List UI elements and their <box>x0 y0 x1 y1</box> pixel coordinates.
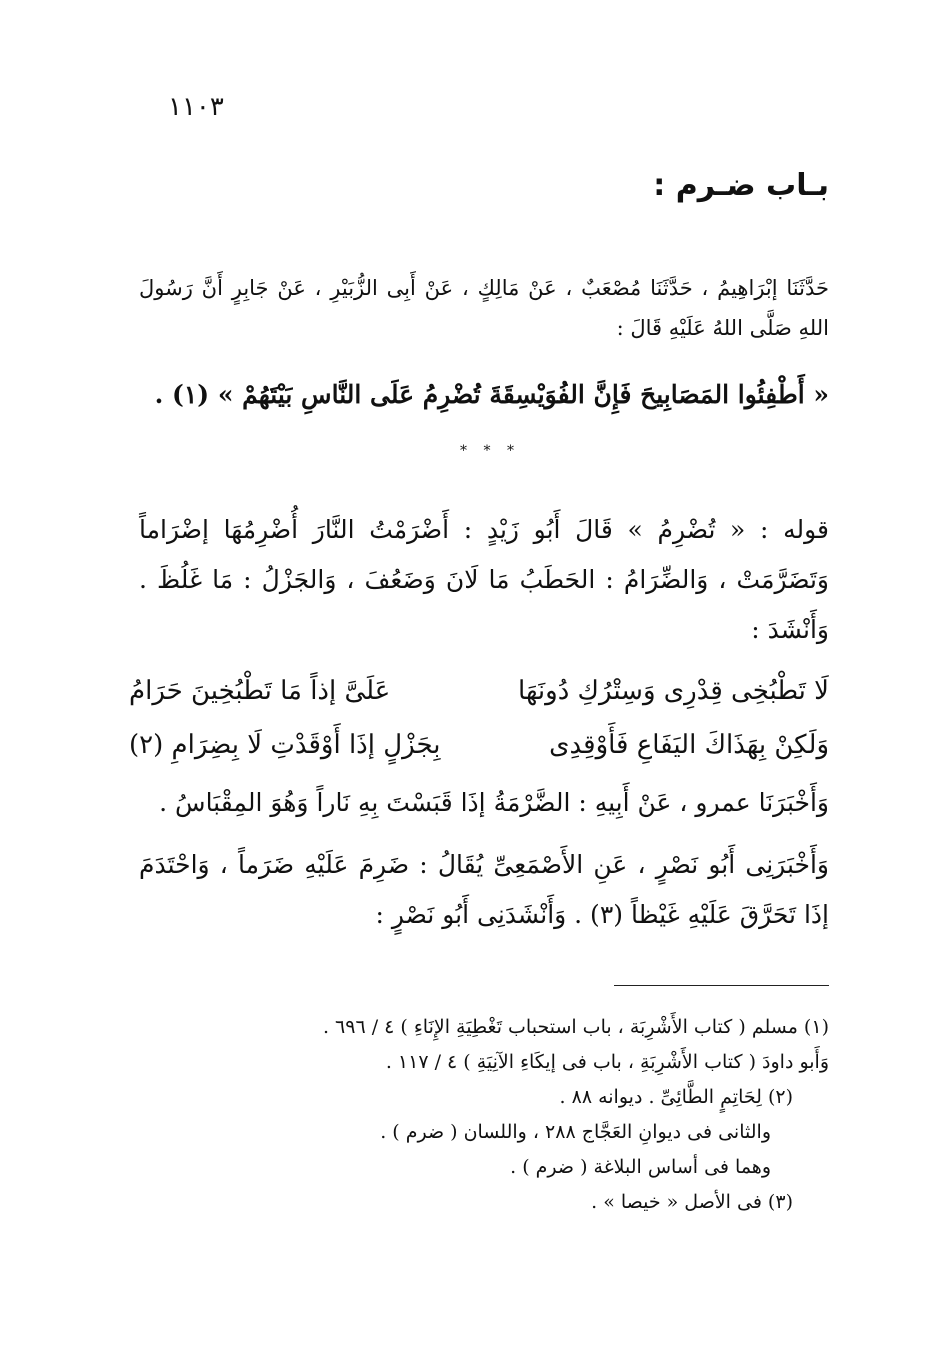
footnote-2-continuation: والثانى فى ديوانِ العَجَّاج ٢٨٨ ، واللسان ( ضرم ) . <box>380 1121 771 1143</box>
footnote-divider <box>614 985 829 986</box>
narration-paragraph-amr: وَأَخْبَرَنَا عمرو ، عَنْ أَبِيهِ : الضَّرْمَةُ إذَا قَبَسْتَ بِهِ نَاراً وَهُوَ المِقْبَاسُ . <box>159 788 829 817</box>
verse-2-second-hemistich: بِجَزْلٍ إذَا أَوْقَدْتِ لَا بِضِرَامِ (٢) <box>129 730 441 760</box>
footnote-1-continuation: وَأَبو داودَ ( كتاب الأَشْرِبَةِ ، باب فى إيكَاءِ الآنِيَةِ ) ٤ / ١١٧ . <box>385 1051 829 1073</box>
footnote-2: (٢) لِحَاتِمٍ الطَّائِىِّ . ديوانه ٨٨ . <box>559 1086 793 1108</box>
chapter-title: بـاب ضـرم : <box>653 168 829 203</box>
footnote-2-continuation-2: وهما فى أساس البلاغة ( ضرم ) . <box>510 1156 771 1178</box>
narration-paragraph-abu-nasr: وَأَخْبَرَنِى أَبُو نَصْرٍ ، عَنِ الأَصْمَعِىِّ يُقَالُ : ضَرِمَ عَلَيْهِ ضَرَماً ، وَاحْتَدَمَ إذَا تَحَرَّقَ عَلَيْهِ غَيْظاً (٣) . وَأَنْشَدَنِى أَبُو نَصْرٍ : <box>139 850 829 929</box>
poem-verses <box>129 664 829 772</box>
hadith-quote: « أَطْفِئُوا المَصَابِيحَ فَإِنَّ الفُوَيْسِقَةَ تُضْرِمُ عَلَى النَّاسِ بَيْتَهُمْ » (١) . <box>154 380 829 409</box>
hadith-chain: حَدَّثَنَا إبْرَاهِيمُ ، حَدَّثَنَا مُصْعَبٌ ، عَنْ مَالِكٍ ، عَنْ أَبِى الزُّبَيْرِ ، عَنْ جَابِرٍ أَنَّ رَسُولَ اللهِ صَلَّى اللهُ عَلَيْهِ قَالَ : <box>139 276 829 340</box>
verse-2-first-hemistich: وَلَكِنْ بِهَذَاكَ اليَفَاعِ فَأَوْقِدِى <box>549 730 829 760</box>
footnote-1: (١) مسلم ( كتاب الأَشْرِبَة ، باب استحباب تَغْطِيَةِ الإِنَاءِ ) ٤ / ٦٩٦ . <box>322 1016 829 1038</box>
verse-line-2 <box>129 718 829 772</box>
verse-1-first-hemistich: لَا تَطْبُخِى قِدْرِى وَسِتْرُكِ دُونَهَا <box>518 676 829 706</box>
footnote-3: (٣) فى الأصل « خيصا » . <box>591 1191 793 1213</box>
footnotes <box>139 1010 829 1220</box>
verse-line-1 <box>129 664 829 718</box>
verse-1-second-hemistich: عَلَىَّ إذاً مَا تَطْبُخِينَ حَرَامُ <box>129 676 391 706</box>
section-separator: * * * <box>460 443 520 459</box>
commentary-paragraph: قوله : « تُضْرِمُ » قَالَ أَبُو زَيْدٍ : أَضْرَمْتُ النَّارَ أُضْرِمُهَا إضْرَاماً وَتَضَرَّمَتْ ، وَالضِّرَامُ : الحَطَبُ مَا لَانَ وَضَعُفَ ، وَالجَزْلُ : مَا غَلُظَ . وَأَنْشَدَ : <box>139 515 829 644</box>
page-number: ١١٠٣ <box>168 92 224 122</box>
